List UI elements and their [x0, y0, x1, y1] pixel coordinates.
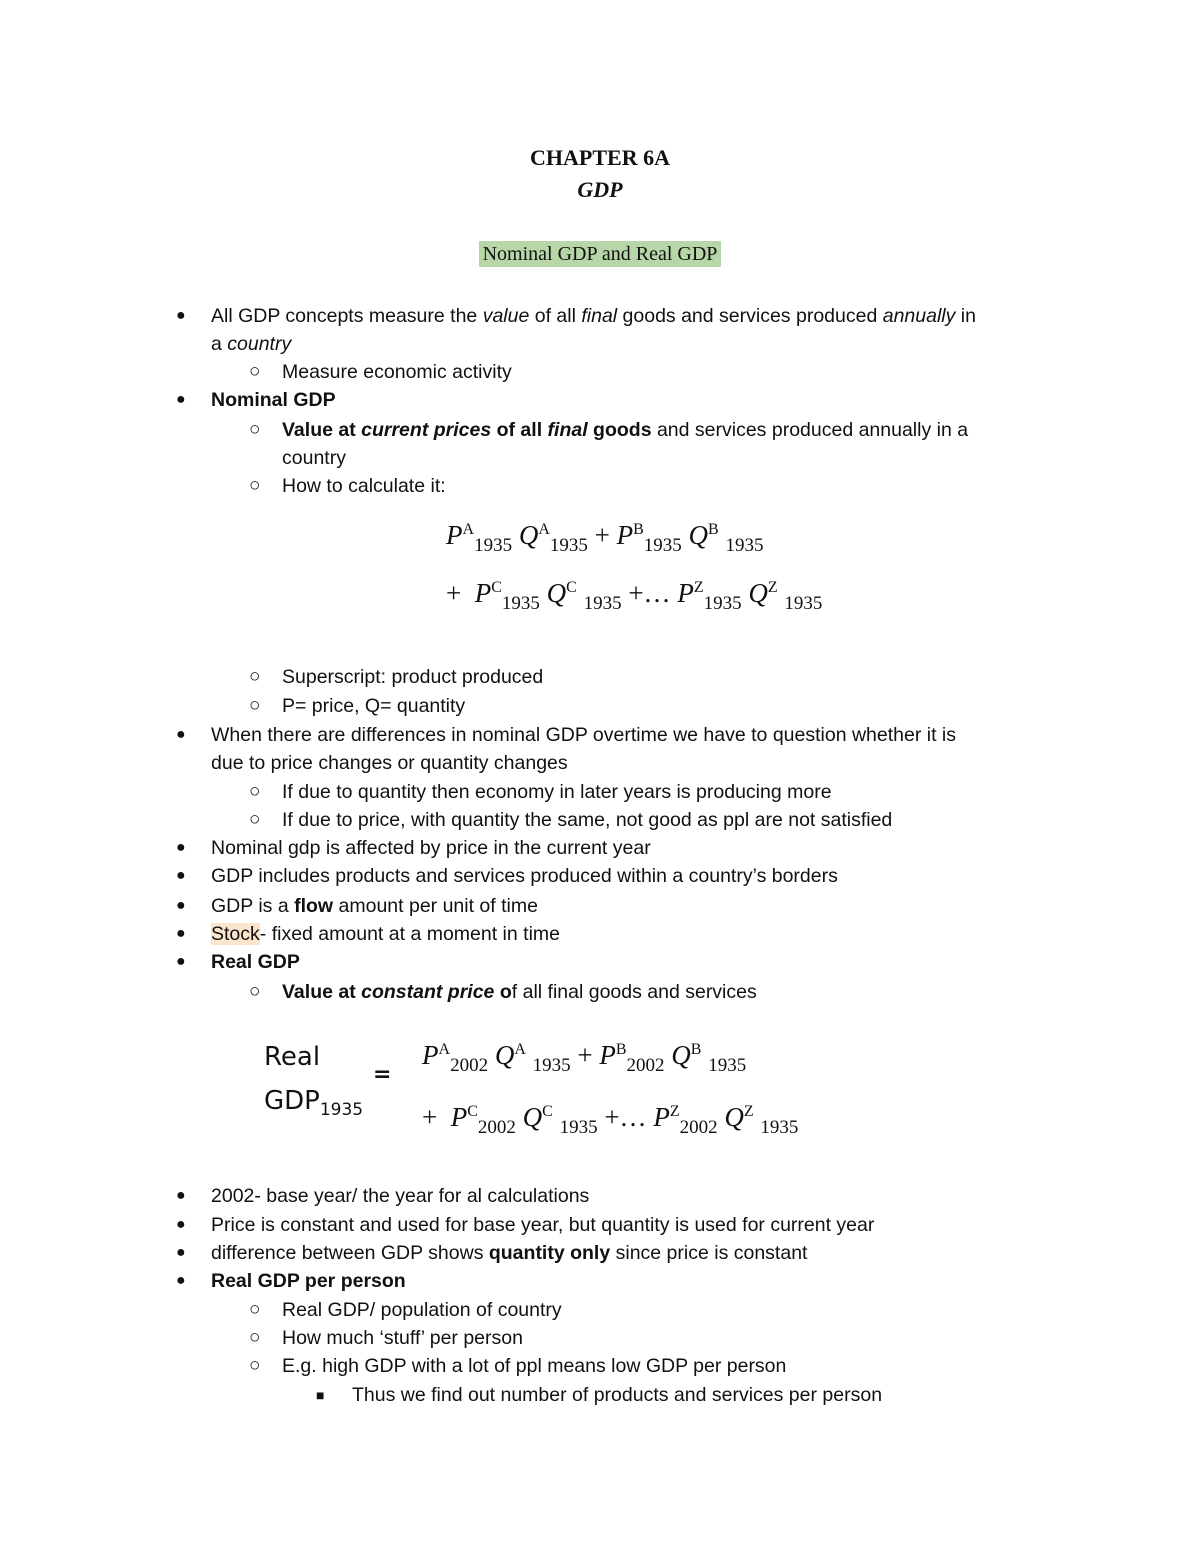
text-line: All GDP concepts measure the value of all final goods and services produced annually in	[211, 305, 976, 327]
bullet-circle-icon: ○	[249, 1355, 261, 1376]
bullet-disc-icon: ●	[176, 953, 186, 970]
text-line: Stock- fixed amount at a moment in time	[211, 923, 560, 945]
text-line: When there are differences in nominal GDP overtime we have to question whether it is	[211, 724, 956, 746]
bullet-circle-icon: ○	[249, 981, 261, 1002]
section-heading	[0, 243, 1200, 266]
text-line: Real GDP/ population of country	[282, 1299, 562, 1321]
text-line: If due to quantity then economy in later years is producing more	[282, 781, 832, 803]
text-line: due to price changes or quantity changes	[211, 752, 568, 774]
bullet-square-icon: ■	[316, 1387, 325, 1403]
text-line: country	[282, 447, 346, 469]
text-line: a country	[211, 333, 292, 355]
text-line: Nominal gdp is affected by price in the current year	[211, 837, 651, 859]
real-gdp-formula-line-2: + $P^C_{2002}$ $Q^C$ $_{1935}$ +… $P^Z_{2002}$ $Q^Z$ $_{1935}$	[422, 1102, 799, 1138]
bullet-circle-icon: ○	[249, 1299, 261, 1320]
bullet-disc-icon: ●	[176, 839, 186, 856]
bullet-disc-icon: ●	[176, 1272, 186, 1289]
bullet-circle-icon: ○	[249, 419, 261, 440]
text-line: How to calculate it:	[282, 475, 446, 497]
bullet-disc-icon: ●	[176, 925, 186, 942]
bullet-disc-icon: ●	[176, 307, 186, 324]
bullet-circle-icon: ○	[249, 695, 261, 716]
bullet-disc-icon: ●	[176, 1187, 186, 1204]
text-line: If due to price, with quantity the same, not good as ppl are not satisfied	[282, 809, 893, 831]
text-line: P= price, Q= quantity	[282, 695, 466, 717]
text-line: Thus we find out number of products and services per person	[352, 1384, 883, 1406]
text-line: E.g. high GDP with a lot of ppl means low GDP per person	[282, 1355, 787, 1377]
chapter-title: CHAPTER 6A	[530, 145, 670, 170]
bullet-circle-icon: ○	[249, 361, 261, 382]
nominal-gdp-formula-line-2: + $P^C_{1935}$ $Q^C$ $_{1935}$ +… $P^Z_{1935}$ $Q^Z$ $_{1935}$	[446, 578, 823, 614]
text-line: difference between GDP shows quantity only since price is constant	[211, 1242, 808, 1264]
bullet-disc-icon: ●	[176, 1244, 186, 1261]
text-line: GDP is a flow amount per unit of time	[211, 895, 538, 917]
bullet-disc-icon: ●	[176, 391, 186, 408]
text-line: Superscript: product produced	[282, 666, 544, 688]
text-line: 2002- base year/ the year for al calculations	[211, 1185, 590, 1207]
bullet-circle-icon: ○	[249, 781, 261, 802]
bullet-disc-icon: ●	[176, 1216, 186, 1233]
bullet-circle-icon: ○	[249, 666, 261, 687]
text-line: GDP includes products and services produced within a country’s borders	[211, 865, 838, 887]
text-line: Nominal GDP	[211, 389, 336, 411]
bullet-disc-icon: ●	[176, 897, 186, 914]
chapter-subtitle: GDP	[577, 177, 623, 202]
text-line: Real GDP per person	[211, 1270, 406, 1292]
text-line: Value at constant price of all final goods and services	[282, 981, 757, 1003]
text-line: How much ‘stuff’ per person	[282, 1327, 523, 1349]
bullet-circle-icon: ○	[249, 809, 261, 830]
equals-sign: =	[373, 1062, 392, 1087]
bullet-circle-icon: ○	[249, 475, 261, 496]
bullet-disc-icon: ●	[176, 867, 186, 884]
bullet-circle-icon: ○	[249, 1327, 261, 1348]
text-line: Measure economic activity	[282, 361, 512, 383]
section-title: Nominal GDP and Real GDP	[479, 241, 722, 267]
real-gdp-label: Real $GDP_{1935}$	[264, 1042, 364, 1120]
nominal-gdp-formula-line-1: $P^A_{1935}$ $Q^A_{1935} + P^B_{1935}$ $Q^B$ $_{1935}$	[446, 520, 764, 556]
text-line: Value at current prices of all final goods and services produced annually in a	[282, 419, 969, 441]
bullet-disc-icon: ●	[176, 726, 186, 743]
text-line: Price is constant and used for base year, but quantity is used for current year	[211, 1214, 875, 1236]
real-gdp-formula-line-1: $P^A_{2002}$ $Q^A$ $_{1935} + P^B_{2002}$ $Q^B$ $_{1935}$	[422, 1040, 747, 1076]
text-line: Real GDP	[211, 951, 300, 973]
